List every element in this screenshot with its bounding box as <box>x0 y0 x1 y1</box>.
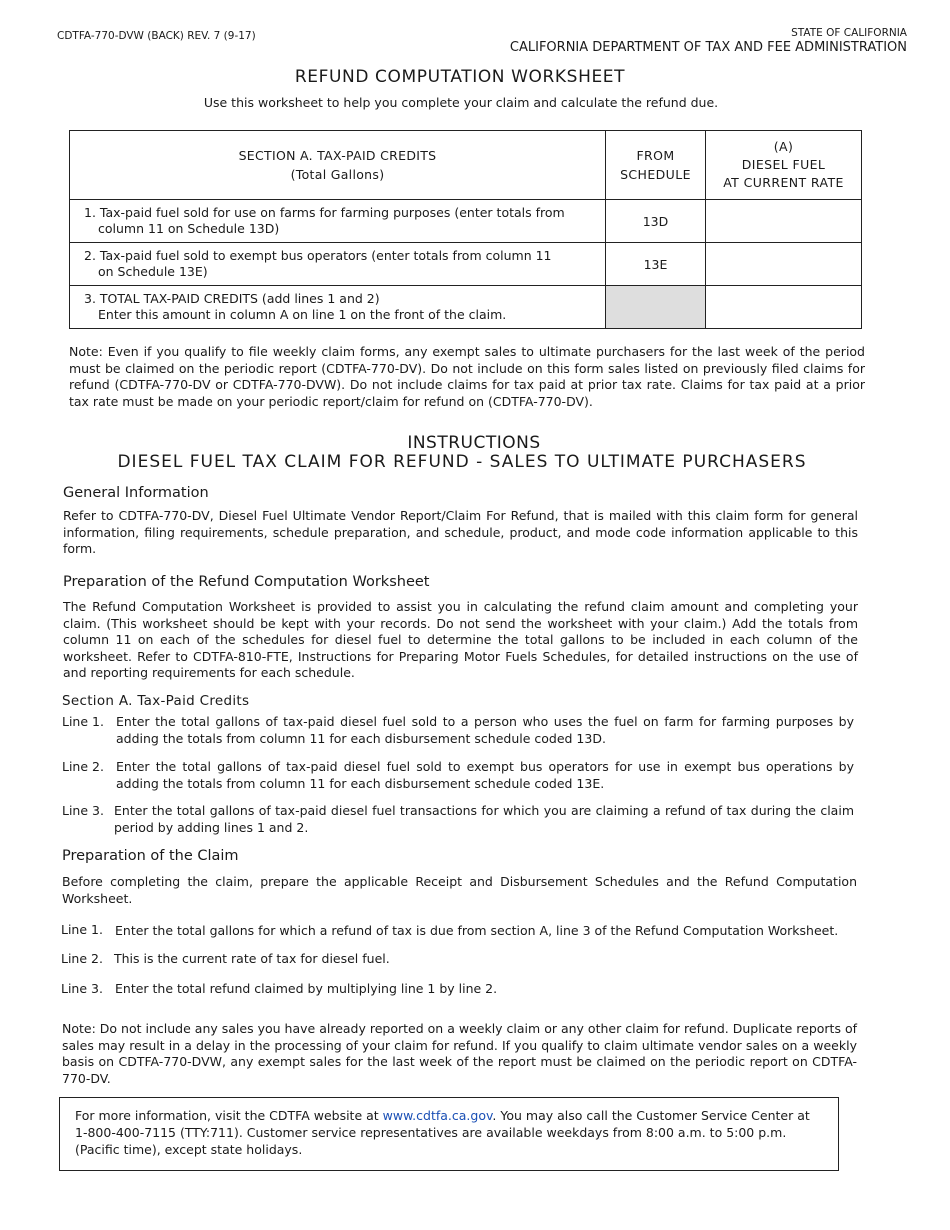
claim-line3-text: Enter the total refund claimed by multiplying line 1 by line 2. <box>115 981 498 996</box>
prep-worksheet-heading: Preparation of the Refund Computation Worksheet <box>63 574 430 590</box>
instructions-subtitle: DIESEL FUEL TAX CLAIM FOR REFUND - SALES TO ULTIMATE PURCHASERS <box>117 452 807 472</box>
claim-line1-label: Line 1. <box>61 922 103 937</box>
claim-line1-text: Enter the total gallons for which a refund of tax is due from section A, line 3 of the Refund Computation Worksheet. <box>115 923 839 938</box>
claim-line3-label: Line 3. <box>61 981 103 996</box>
state-label: STATE OF CALIFORNIA <box>791 27 907 39</box>
worksheet-table <box>69 130 862 329</box>
worksheet-subtitle: Use this worksheet to help you complete your claim and calculate the refund due. <box>203 95 719 110</box>
prep-claim-text: Before completing the claim, prepare the applicable Receipt and Disbursement Schedules and the Refund Computation Worksheet. <box>62 874 857 906</box>
section-a-line3-label: Line 3. <box>62 803 104 818</box>
row-description <box>70 243 606 286</box>
info-box <box>59 1097 839 1171</box>
section-a-heading: Section A. Tax-Paid Credits <box>62 693 250 709</box>
column-a-header-line1: (A) <box>773 139 794 154</box>
section-a-line1-text: Enter the total gallons of tax-paid diesel fuel sold to a person who uses the fuel on farm for farming purposes by adding the totals from column 11 for each disbursement schedule coded 13D. <box>116 714 854 746</box>
claim-line2-label: Line 2. <box>61 951 103 966</box>
row-schedule-shaded <box>606 286 706 329</box>
schedule-column-header <box>606 131 706 200</box>
instructions-note: Note: Do not include any sales you have already reported on a weekly claim or any other claim for refund. Duplicate reports of sales may result in a delay in the processing of your claim for refund. If you qualify to claim ultimate vendor sales on a weekly basis on CDTFA-770-DVW, any exempt sales for the last week of the report must be claimed on the periodic report on CDTFA-770-DV. <box>62 1021 857 1086</box>
worksheet-title: REFUND COMPUTATION WORKSHEET <box>294 67 626 87</box>
section-a-header <box>70 131 606 200</box>
general-info-heading: General Information <box>63 485 209 501</box>
row-description <box>70 200 606 243</box>
column-a-header <box>706 131 862 200</box>
row-description-line2: column 11 on Schedule 13D) <box>98 221 280 236</box>
info-text <box>75 1107 815 1158</box>
general-info-text: Refer to CDTFA-770-DV, Diesel Fuel Ultimate Vendor Report/Claim For Refund, that is mailed with this claim form for general information, filing requirements, schedule preparation, and schedule, product, and mode code information applicable to this form. <box>63 508 858 556</box>
table-row <box>70 243 862 286</box>
table-row <box>70 286 862 329</box>
section-a-line1-label: Line 1. <box>62 714 104 729</box>
row-schedule: 13E <box>606 243 706 286</box>
form-id: CDTFA-770-DVW (BACK) REV. 7 (9-17) <box>57 30 256 42</box>
row-schedule: 13D <box>606 200 706 243</box>
section-a-line2-text: Enter the total gallons of tax-paid diesel fuel sold to exempt bus operators for use in exempt bus operations by adding the totals from column 11 for each disbursement schedule coded 13E. <box>116 759 854 791</box>
row-description-line1: 2. Tax-paid fuel sold to exempt bus operators (enter totals from column 11 <box>84 247 552 263</box>
worksheet-note: Note: Even if you qualify to file weekly claim forms, any exempt sales to ultimate purchasers for the last week of the period must be claimed on the periodic report (CDTFA-770-DV). Do not include on this form sales listed on previously filed claims for refund (CDTFA-770-DV or CDTFA-770-DVW). Do not include claims for tax paid at prior tax rate. Claims for tax paid at a prior tax rate must be made on your periodic report/claim for refund on (CDTFA-770-DV). <box>69 344 865 409</box>
cdtfa-website-link[interactable]: www.cdtfa.ca.gov <box>382 1108 493 1123</box>
row-value-input[interactable] <box>706 200 862 243</box>
row-description-line2: Enter this amount in column A on line 1 on the front of the claim. <box>98 307 507 322</box>
claim-line2-text: This is the current rate of tax for diesel fuel. <box>114 951 390 966</box>
column-a-header-line3: AT CURRENT RATE <box>723 175 844 190</box>
prep-worksheet-text: The Refund Computation Worksheet is provided to assist you in calculating the refund claim amount and completing your claim. (This worksheet should be kept with your records. Do not send the worksheet with your claim.) Add the totals from column 11 on each of the schedules for diesel fuel to determine the total gallons to be included in each column of the worksheet. Refer to CDTFA-810-FTE, Instructions for Preparing Motor Fuels Schedules, for detailed instructions on the use of and reporting requirements for each schedule. <box>63 599 858 680</box>
schedule-header-line2: SCHEDULE <box>620 167 691 182</box>
row-value-input[interactable] <box>706 286 862 329</box>
table-header-row <box>70 131 862 200</box>
info-text-before: For more information, visit the CDTFA website at <box>75 1108 383 1123</box>
section-a-header-line2: (Total Gallons) <box>290 167 385 182</box>
instructions-title: INSTRUCTIONS <box>407 433 541 453</box>
section-a-line3-text: Enter the total gallons of tax-paid diesel fuel transactions for which you are claiming a refund of tax during the claim period by adding lines 1 and 2. <box>114 803 854 835</box>
section-a-line2-label: Line 2. <box>62 759 104 774</box>
row-description-line1: 1. Tax-paid fuel sold for use on farms for farming purposes (enter totals from <box>84 204 565 220</box>
section-a-header-line1: SECTION A. TAX-PAID CREDITS <box>238 148 437 163</box>
prep-claim-heading: Preparation of the Claim <box>62 848 239 864</box>
column-a-header-line2: DIESEL FUEL <box>741 157 826 172</box>
department-label: CALIFORNIA DEPARTMENT OF TAX AND FEE ADMINISTRATION <box>509 40 907 55</box>
row-description-line2: on Schedule 13E) <box>98 264 208 279</box>
row-description-line1: 3. TOTAL TAX-PAID CREDITS (add lines 1 and 2) <box>84 290 380 306</box>
row-description <box>70 286 606 329</box>
schedule-header-line1: FROM <box>636 148 675 163</box>
table-row <box>70 200 862 243</box>
info-text-after: . You may also call the Customer Service Center at 1-800-400-7115 (TTY:711). Customer service representatives are available weekdays from 8:00 a.m. to 5:00 p.m. (Pacific time), except state holidays. <box>75 1108 810 1157</box>
row-value-input[interactable] <box>706 243 862 286</box>
